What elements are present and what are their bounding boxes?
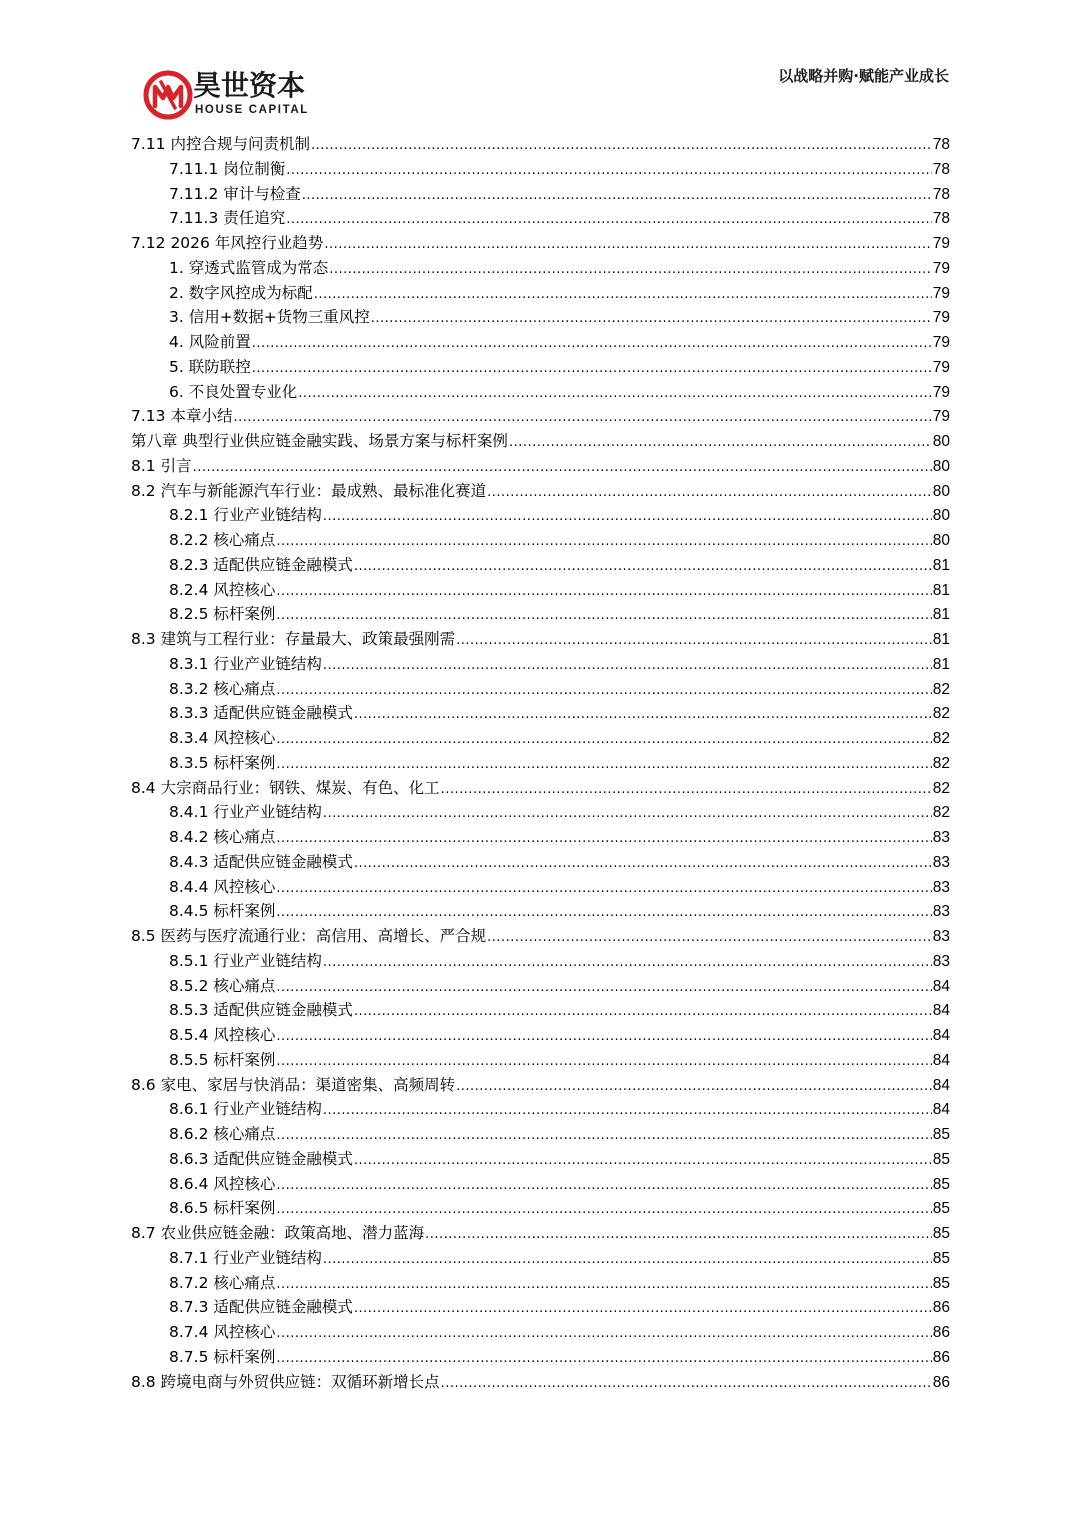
toc-entry-page-number: 85 — [932, 1175, 950, 1193]
page-header — [0, 0, 1080, 130]
toc-entry[interactable] — [131, 157, 950, 182]
toc-entry[interactable] — [131, 503, 950, 528]
toc-dot-leader — [276, 1124, 931, 1149]
toc-dot-leader — [371, 307, 932, 332]
toc-dot-leader — [441, 1372, 932, 1397]
toc-entry[interactable] — [131, 776, 950, 801]
toc-entry-page-number: 80 — [932, 433, 950, 450]
toc-entry[interactable] — [131, 404, 950, 429]
toc-entry-title: 8.4.3 适配供应链金融模式 — [169, 852, 353, 871]
toc-dot-leader — [323, 1248, 932, 1273]
toc-entry[interactable] — [131, 1221, 950, 1246]
toc-entry-title: 8.2 汽车与新能源汽车行业：最成熟、最标准化赛道 — [131, 481, 487, 500]
toc-entry-title: 7.11.1 岗位制衡 — [169, 159, 286, 178]
toc-entry-title: 8.4.1 行业产业链结构 — [169, 803, 322, 822]
toc-entry[interactable] — [131, 1196, 950, 1221]
toc-entry[interactable] — [131, 1271, 950, 1296]
toc-entry-page-number: 85 — [932, 1126, 950, 1143]
toc-entry-title: 8.4.5 标杆案例 — [169, 902, 276, 921]
toc-entry-page-number: 78 — [932, 185, 950, 203]
toc-dot-leader — [276, 530, 931, 555]
toc-entry-page-number: 81 — [932, 606, 950, 624]
toc-entry[interactable] — [131, 726, 950, 751]
toc-dot-leader — [276, 1347, 931, 1372]
logo-name-cn: 昊世资本 — [193, 69, 306, 102]
toc-dot-leader — [509, 431, 932, 456]
toc-entry[interactable] — [131, 1048, 950, 1073]
toc-entry-page-number: 85 — [932, 1274, 950, 1292]
toc-entry-page-number: 78 — [932, 136, 950, 153]
toc-entry[interactable] — [131, 132, 950, 157]
toc-entry[interactable] — [131, 602, 950, 627]
toc-entry-title: 第八章 典型行业供应链金融实践、场景方案与标杆案例 — [131, 432, 508, 450]
toc-entry-page-number: 83 — [932, 952, 950, 970]
toc-dot-leader — [314, 283, 932, 308]
toc-entry[interactable] — [131, 1172, 950, 1197]
toc-entry-page-number: 84 — [932, 1101, 950, 1119]
toc-dot-leader — [276, 901, 931, 926]
toc-entry-title: 5. 联防联控 — [169, 357, 251, 376]
toc-dot-leader — [329, 258, 932, 283]
toc-entry-title: 8.1 引言 — [131, 456, 192, 475]
toc-dot-leader — [456, 1075, 932, 1100]
toc-dot-leader — [276, 976, 931, 1001]
toc-entry-page-number: 85 — [932, 1200, 950, 1218]
toc-entry-page-number: 86 — [932, 1299, 950, 1317]
toc-entry[interactable] — [131, 1345, 950, 1370]
toc-entry-page-number: 80 — [932, 532, 950, 549]
toc-entry-page-number: 79 — [932, 259, 950, 277]
toc-entry-page-number: 82 — [932, 779, 950, 797]
toc-dot-leader — [276, 1174, 931, 1199]
toc-entry[interactable] — [131, 330, 950, 355]
toc-entry-title: 8.6.5 标杆案例 — [169, 1199, 276, 1218]
toc-dot-leader — [252, 332, 932, 357]
toc-dot-leader — [193, 456, 932, 481]
toc-dot-leader — [425, 1223, 932, 1248]
toc-dot-leader — [276, 1273, 931, 1298]
toc-entry[interactable] — [131, 578, 950, 603]
toc-entry[interactable] — [131, 825, 950, 850]
toc-entry[interactable] — [131, 949, 950, 974]
toc-entry-title: 8.7.3 适配供应链金融模式 — [169, 1298, 353, 1317]
toc-dot-leader — [233, 406, 931, 431]
toc-entry-page-number: 82 — [932, 730, 950, 747]
toc-entry-title: 8.2.1 行业产业链结构 — [169, 506, 322, 525]
toc-dot-leader — [252, 357, 932, 382]
toc-entry-title: 8.7 农业供应链金融：政策高地、潜力蓝海 — [131, 1224, 425, 1242]
toc-dot-leader — [276, 728, 931, 753]
toc-entry[interactable] — [131, 1122, 950, 1147]
toc-entry-page-number: 82 — [932, 754, 950, 772]
toc-dot-leader — [354, 703, 932, 728]
toc-dot-leader — [276, 1050, 931, 1075]
toc-entry-page-number: 79 — [932, 383, 950, 401]
toc-entry-page-number: 82 — [932, 705, 950, 723]
toc-entry[interactable] — [131, 652, 950, 677]
toc-dot-leader — [354, 555, 932, 580]
toc-entry[interactable] — [131, 800, 950, 825]
toc-entry-page-number: 79 — [932, 334, 950, 351]
toc-entry-title: 8.4.2 核心痛点 — [169, 828, 276, 846]
toc-entry-page-number: 82 — [932, 804, 950, 822]
toc-entry-page-number: 84 — [932, 1076, 950, 1094]
toc-entry-page-number: 79 — [932, 284, 950, 302]
table-of-contents — [131, 132, 950, 1394]
toc-entry[interactable] — [131, 256, 950, 281]
toc-entry[interactable] — [131, 875, 950, 900]
toc-dot-leader — [286, 208, 932, 233]
toc-entry-title: 8.8 跨境电商与外贸供应链：双循环新增长点 — [131, 1372, 440, 1391]
toc-dot-leader — [323, 654, 932, 679]
toc-entry-page-number: 83 — [932, 903, 950, 921]
toc-entry-title: 8.4.4 风控核心 — [169, 877, 276, 896]
toc-dot-leader — [286, 159, 932, 184]
toc-entry[interactable] — [131, 998, 950, 1023]
toc-entry[interactable] — [131, 182, 950, 207]
toc-entry[interactable] — [131, 627, 950, 652]
toc-entry[interactable] — [131, 429, 950, 454]
toc-entry-page-number: 83 — [932, 853, 950, 871]
toc-dot-leader — [323, 802, 932, 827]
toc-entry[interactable] — [131, 355, 950, 380]
toc-dot-leader — [354, 852, 932, 877]
toc-entry-page-number: 78 — [932, 210, 950, 228]
toc-entry-title: 8.3.2 核心痛点 — [169, 679, 276, 698]
toc-entry[interactable] — [131, 1320, 950, 1345]
toc-entry-page-number: 86 — [932, 1348, 950, 1366]
toc-dot-leader — [276, 679, 931, 704]
house-capital-logo-icon — [143, 70, 193, 120]
toc-entry-page-number: 85 — [932, 1225, 950, 1242]
toc-entry-title: 8.2.5 标杆案例 — [169, 605, 276, 624]
toc-entry-title: 8.2.4 风控核心 — [169, 580, 276, 599]
toc-dot-leader — [324, 233, 931, 258]
toc-entry-page-number: 81 — [932, 655, 950, 673]
toc-entry[interactable] — [131, 850, 950, 875]
toc-entry-title: 8.7.4 风控核心 — [169, 1323, 276, 1341]
toc-entry-page-number: 79 — [932, 408, 950, 426]
toc-entry[interactable] — [131, 751, 950, 776]
toc-entry-title: 8.5 医药与医疗流通行业：高信用、高增长、严合规 — [131, 927, 487, 945]
toc-dot-leader — [276, 580, 931, 605]
toc-entry-title: 7.11.3 责任追究 — [169, 209, 286, 228]
toc-dot-leader — [323, 951, 932, 976]
toc-entry[interactable] — [131, 1097, 950, 1122]
toc-entry[interactable] — [131, 701, 950, 726]
toc-entry-title: 8.3.5 标杆案例 — [169, 753, 276, 772]
toc-entry-title: 8.5.2 核心痛点 — [169, 976, 276, 995]
toc-entry-title: 2. 数字风控成为标配 — [169, 283, 313, 302]
toc-entry[interactable] — [131, 380, 950, 405]
toc-dot-leader — [441, 778, 932, 803]
toc-entry-title: 8.7.5 标杆案例 — [169, 1347, 276, 1366]
toc-entry[interactable] — [131, 1295, 950, 1320]
toc-entry-page-number: 81 — [932, 631, 950, 648]
toc-entry[interactable] — [131, 479, 950, 504]
toc-entry-page-number: 84 — [932, 1002, 950, 1020]
toc-entry-page-number: 79 — [932, 235, 950, 252]
toc-entry-title: 8.6.3 适配供应链金融模式 — [169, 1149, 353, 1168]
toc-entry-page-number: 81 — [932, 556, 950, 574]
toc-entry-title: 7.11.2 审计与检查 — [169, 184, 301, 203]
toc-entry-title: 6. 不良处置专业化 — [169, 382, 298, 401]
toc-entry-title: 8.6.1 行业产业链结构 — [169, 1100, 322, 1119]
toc-entry[interactable] — [131, 1147, 950, 1172]
logo-name-en: HOUSE CAPITAL — [195, 104, 309, 116]
toc-entry[interactable] — [131, 1246, 950, 1271]
toc-entry-title: 1. 穿透式监管成为常态 — [169, 258, 329, 277]
toc-entry[interactable] — [131, 677, 950, 702]
toc-entry-title: 8.7.2 核心痛点 — [169, 1273, 276, 1292]
toc-entry-page-number: 79 — [932, 309, 950, 327]
toc-entry-title: 8.2.3 适配供应链金融模式 — [169, 555, 353, 574]
toc-dot-leader — [487, 926, 932, 951]
toc-dot-leader — [323, 1099, 932, 1124]
toc-entry-page-number: 78 — [932, 160, 950, 178]
toc-entry[interactable] — [131, 974, 950, 999]
toc-entry-title: 8.3.1 行业产业链结构 — [169, 654, 322, 673]
toc-entry-title: 7.12 2026 年风控行业趋势 — [131, 234, 324, 252]
toc-entry-page-number: 83 — [932, 878, 950, 896]
toc-entry[interactable] — [131, 305, 950, 330]
toc-entry-page-number: 84 — [932, 1051, 950, 1069]
toc-dot-leader — [276, 753, 931, 778]
toc-entry[interactable] — [131, 1023, 950, 1048]
toc-dot-leader — [487, 481, 932, 506]
toc-entry-page-number: 80 — [932, 457, 950, 475]
toc-entry-title: 8.2.2 核心痛点 — [169, 531, 276, 549]
toc-entry-title: 8.7.1 行业产业链结构 — [169, 1248, 322, 1267]
toc-entry[interactable] — [131, 1073, 950, 1098]
toc-dot-leader — [276, 1322, 931, 1347]
toc-entry-page-number: 85 — [932, 1150, 950, 1168]
toc-dot-leader — [354, 1149, 932, 1174]
toc-entry-title: 8.5.3 适配供应链金融模式 — [169, 1001, 353, 1020]
toc-entry[interactable] — [131, 924, 950, 949]
toc-dot-leader — [276, 604, 931, 629]
toc-entry[interactable] — [131, 1370, 950, 1395]
toc-entry-title: 8.3 建筑与工程行业：存量最大、政策最强刚需 — [131, 630, 456, 648]
toc-entry-page-number: 83 — [932, 829, 950, 846]
toc-entry-page-number: 84 — [932, 1027, 950, 1044]
toc-entry-title: 8.5.5 标杆案例 — [169, 1050, 276, 1069]
toc-entry[interactable] — [131, 528, 950, 553]
toc-dot-leader — [298, 382, 932, 407]
toc-entry[interactable] — [131, 899, 950, 924]
toc-dot-leader — [311, 134, 932, 159]
toc-entry-title: 8.5.4 风控核心 — [169, 1026, 276, 1044]
toc-entry-page-number: 81 — [932, 581, 950, 599]
toc-dot-leader — [302, 184, 932, 209]
toc-entry-page-number: 85 — [932, 1249, 950, 1267]
toc-entry-page-number: 80 — [932, 507, 950, 525]
toc-dot-leader — [323, 505, 932, 530]
toc-entry-title: 8.4 大宗商品行业：钢铁、煤炭、有色、化工 — [131, 778, 440, 797]
toc-entry-page-number: 84 — [932, 977, 950, 995]
toc-entry-title: 8.5.1 行业产业链结构 — [169, 951, 322, 970]
toc-dot-leader — [354, 1297, 932, 1322]
toc-dot-leader — [456, 629, 932, 654]
toc-dot-leader — [276, 1025, 931, 1050]
toc-entry[interactable] — [131, 231, 950, 256]
company-logo — [143, 70, 313, 120]
toc-entry-page-number: 79 — [932, 358, 950, 376]
header-slogan: 以战略并购·赋能产业成长 — [778, 67, 949, 85]
toc-entry[interactable] — [131, 553, 950, 578]
toc-dot-leader — [276, 827, 931, 852]
toc-entry-title: 8.6 家电、家居与快消品：渠道密集、高频周转 — [131, 1075, 456, 1094]
toc-entry[interactable] — [131, 281, 950, 306]
toc-entry-page-number: 82 — [932, 680, 950, 698]
toc-entry-title: 8.3.4 风控核心 — [169, 729, 276, 747]
toc-dot-leader — [354, 1000, 932, 1025]
toc-entry-page-number: 80 — [932, 482, 950, 500]
toc-entry-title: 8.3.3 适配供应链金融模式 — [169, 704, 353, 723]
toc-entry-title: 7.11 内控合规与问责机制 — [131, 135, 310, 153]
toc-entry-title: 8.6.2 核心痛点 — [169, 1125, 276, 1143]
toc-entry-title: 4. 风险前置 — [169, 333, 251, 351]
toc-entry-title: 3. 信用+数据+货物三重风控 — [169, 308, 370, 327]
toc-entry-page-number: 83 — [932, 928, 950, 945]
toc-entry[interactable] — [131, 454, 950, 479]
toc-entry-title: 8.6.4 风控核心 — [169, 1174, 276, 1193]
toc-entry-page-number: 86 — [932, 1324, 950, 1341]
toc-dot-leader — [276, 877, 931, 902]
toc-dot-leader — [276, 1198, 931, 1223]
toc-entry-title: 7.13 本章小结 — [131, 407, 233, 426]
toc-entry[interactable] — [131, 206, 950, 231]
toc-entry-page-number: 86 — [932, 1373, 950, 1391]
